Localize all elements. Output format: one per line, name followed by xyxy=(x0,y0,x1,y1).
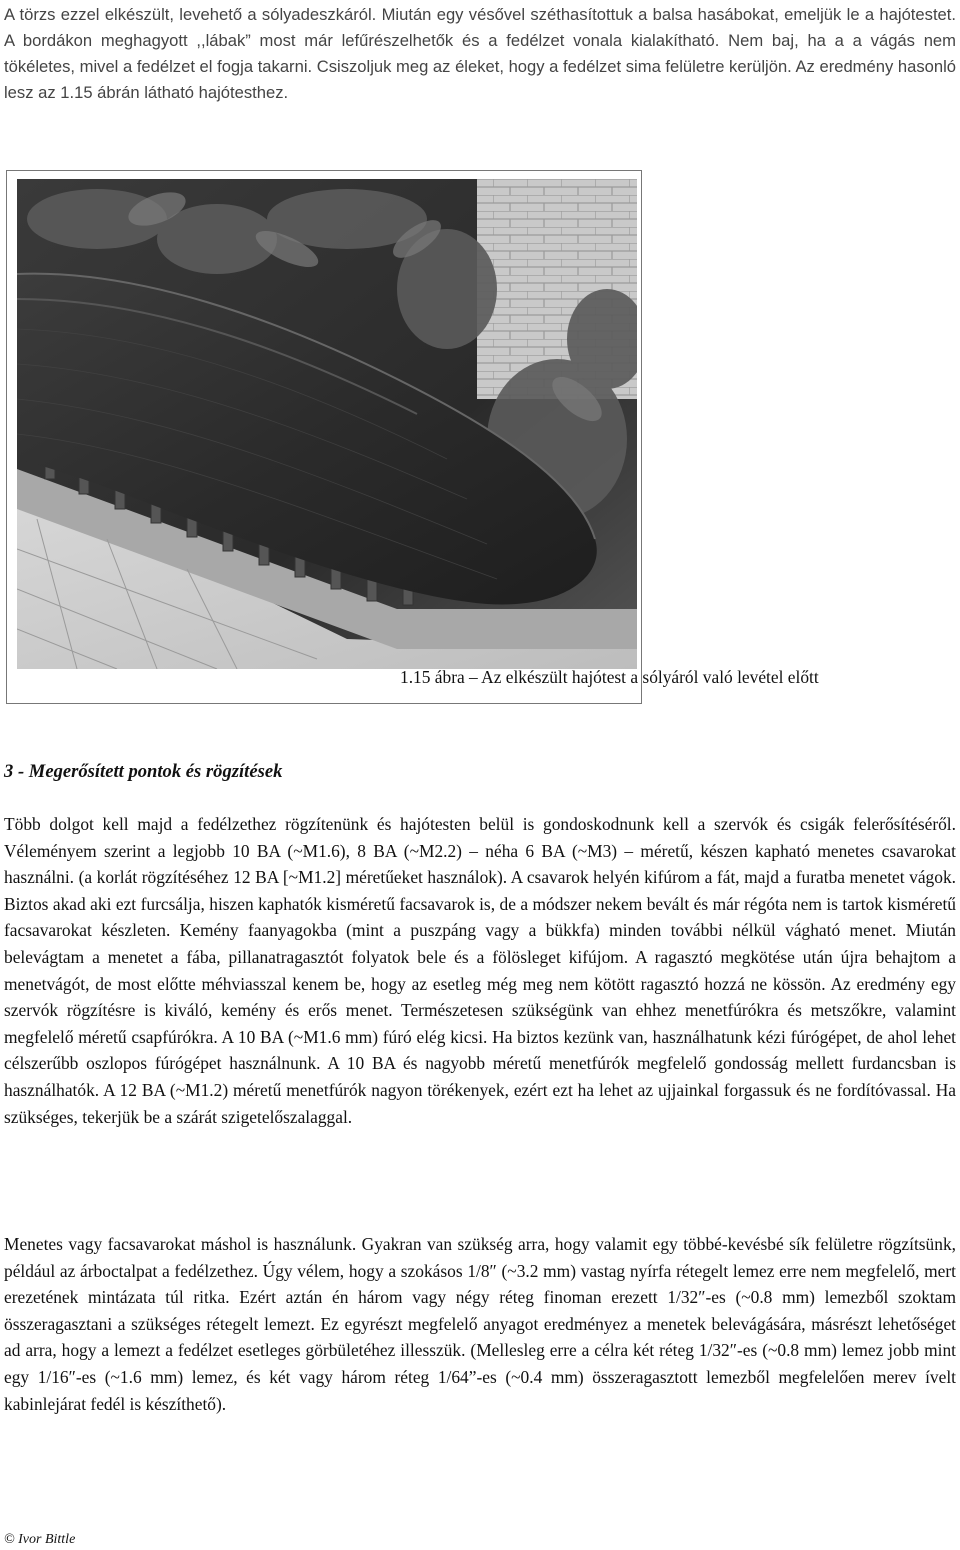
figure xyxy=(6,170,819,704)
section-paragraph-2: Menetes vagy facsavarokat máshol is használunk. Gyakran van szükség arra, hogy valamit egy többé-kevésbé sík felületre rögzítsünk, például az árboctalpat a fedélzethez. Úgy vélem, hogy a szokásos 1/8″ (~3.2 mm) vastag nyírfa rétegelt lemez erre nem megfelelő, mert erezetének mintázata túl ritka. Ezért aztán én három vagy négy réteg finoman erezett 1/32″-es (~0.8 mm) lemezből szoktam összeragasztani a szükséges rétegelt lemezt. Ez egyrészt megfelelő anyagot eredményez a menetek belevágására, másrészt lehetőséget ad arra, hogy a lemezt a fedélzet esetleges görbületéhez illesszük. (Mellesleg erre a célra két réteg 1/32″-es (~0.8 mm) lemez jobb mint egy 1/16″-es (~1.6 mm) lemez, és két vagy három réteg 1/64”-es (~0.4 mm) összeragasztott lemezből megfelelően merev ívelt kabinlejárat fedél is készíthető). xyxy=(4,1234,956,1414)
section-paragraph-1: Több dolgot kell majd a fedélzethez rögzítenünk és hajótesten belül is gondoskodnunk kell a szervók és csigák felerősítéséről. Véleményem szerint a legjobb 10 BA (~M1.6), 8 BA (~M2.2) – néha 6 BA (~M3) – méretű, készen kapható menetes csavarokat használni. (a korlát rögzítéséhez 12 BA [~M1.2] méretűeket használok). A csavarok helyén kifúrom a fát, majd a furatba menetet vágok. Biztos akad aki ezt furcsálja, hiszen kaphatók kisméretű facsavarok is, de a módszer nekem bevált és már régóta nem is tartok kisméretű facsavarokat készleten. Kemény faanyagokba (mint a puszpáng vagy a bükkfa) minden további nélkül vágható menet. Miután belevágtam a menetet a fába, pillanatragasztót folyatok bele és a fölösleget kifújom. A ragasztó megkötése után újra behajtom a menetvágót, de most előtte méhviasszal kenem be, hogy az esetleg még meg nem kötött ragasztó hozzá ne kössön. Az eredmény egy szervók rögzítésre is kiváló, kemény és erős menet. Természetesen szükségünk van ehhez menetfúrókra és metszőkre, valamint megfelelő méretű csapfúrókra. A 10 BA (~M1.6 mm) fúró elég kicsi. Ha biztos kezünk van, használhatunk kézi fúrógépet, de ahol lehet célszerűbb oszlopos fúrógépet használnunk. A 10 BA és nagyobb méretű menetfúrók megfelelő gondosság mellett furdancsban is használhatók. A 12 BA (~M1.2) méretű menetfúrók nagyon törékenyek, ezért ezt ha lehet az ujjainkal forgassuk és ne fordítóvassal. Ha szükséges, tekerjük be a szárát szigetelőszalaggal. xyxy=(4,814,956,1127)
section-heading: 3 - Megerősített pontok és rögzítések xyxy=(4,761,283,782)
figure-caption: 1.15 ábra – Az elkészült hajótest a sólyáról való levétel előtt xyxy=(400,667,819,687)
intro-paragraph: A törzs ezzel elkészült, levehető a sólyadeszkáról. Miután egy vésővel széthasítottuk a balsa hasábokat, emeljük le a hajótestet. A bordákon meghagyott ,,lábak” most már lefűrészelhetők és a fedélzet vonala kialakítható. Nem baj, ha a a vágás nem tökéletes, mivel a fedélzet el fogja takarni. Csiszoljuk meg az éleket, hogy a fedélzet sima felületre kerüljön. Az eredmény hasonló lesz az 1.15 ábrán látható hajótesthez. xyxy=(4,5,956,102)
footer-copyright: © Ivor Bittle xyxy=(4,1532,76,1547)
hull-photo xyxy=(17,179,637,669)
